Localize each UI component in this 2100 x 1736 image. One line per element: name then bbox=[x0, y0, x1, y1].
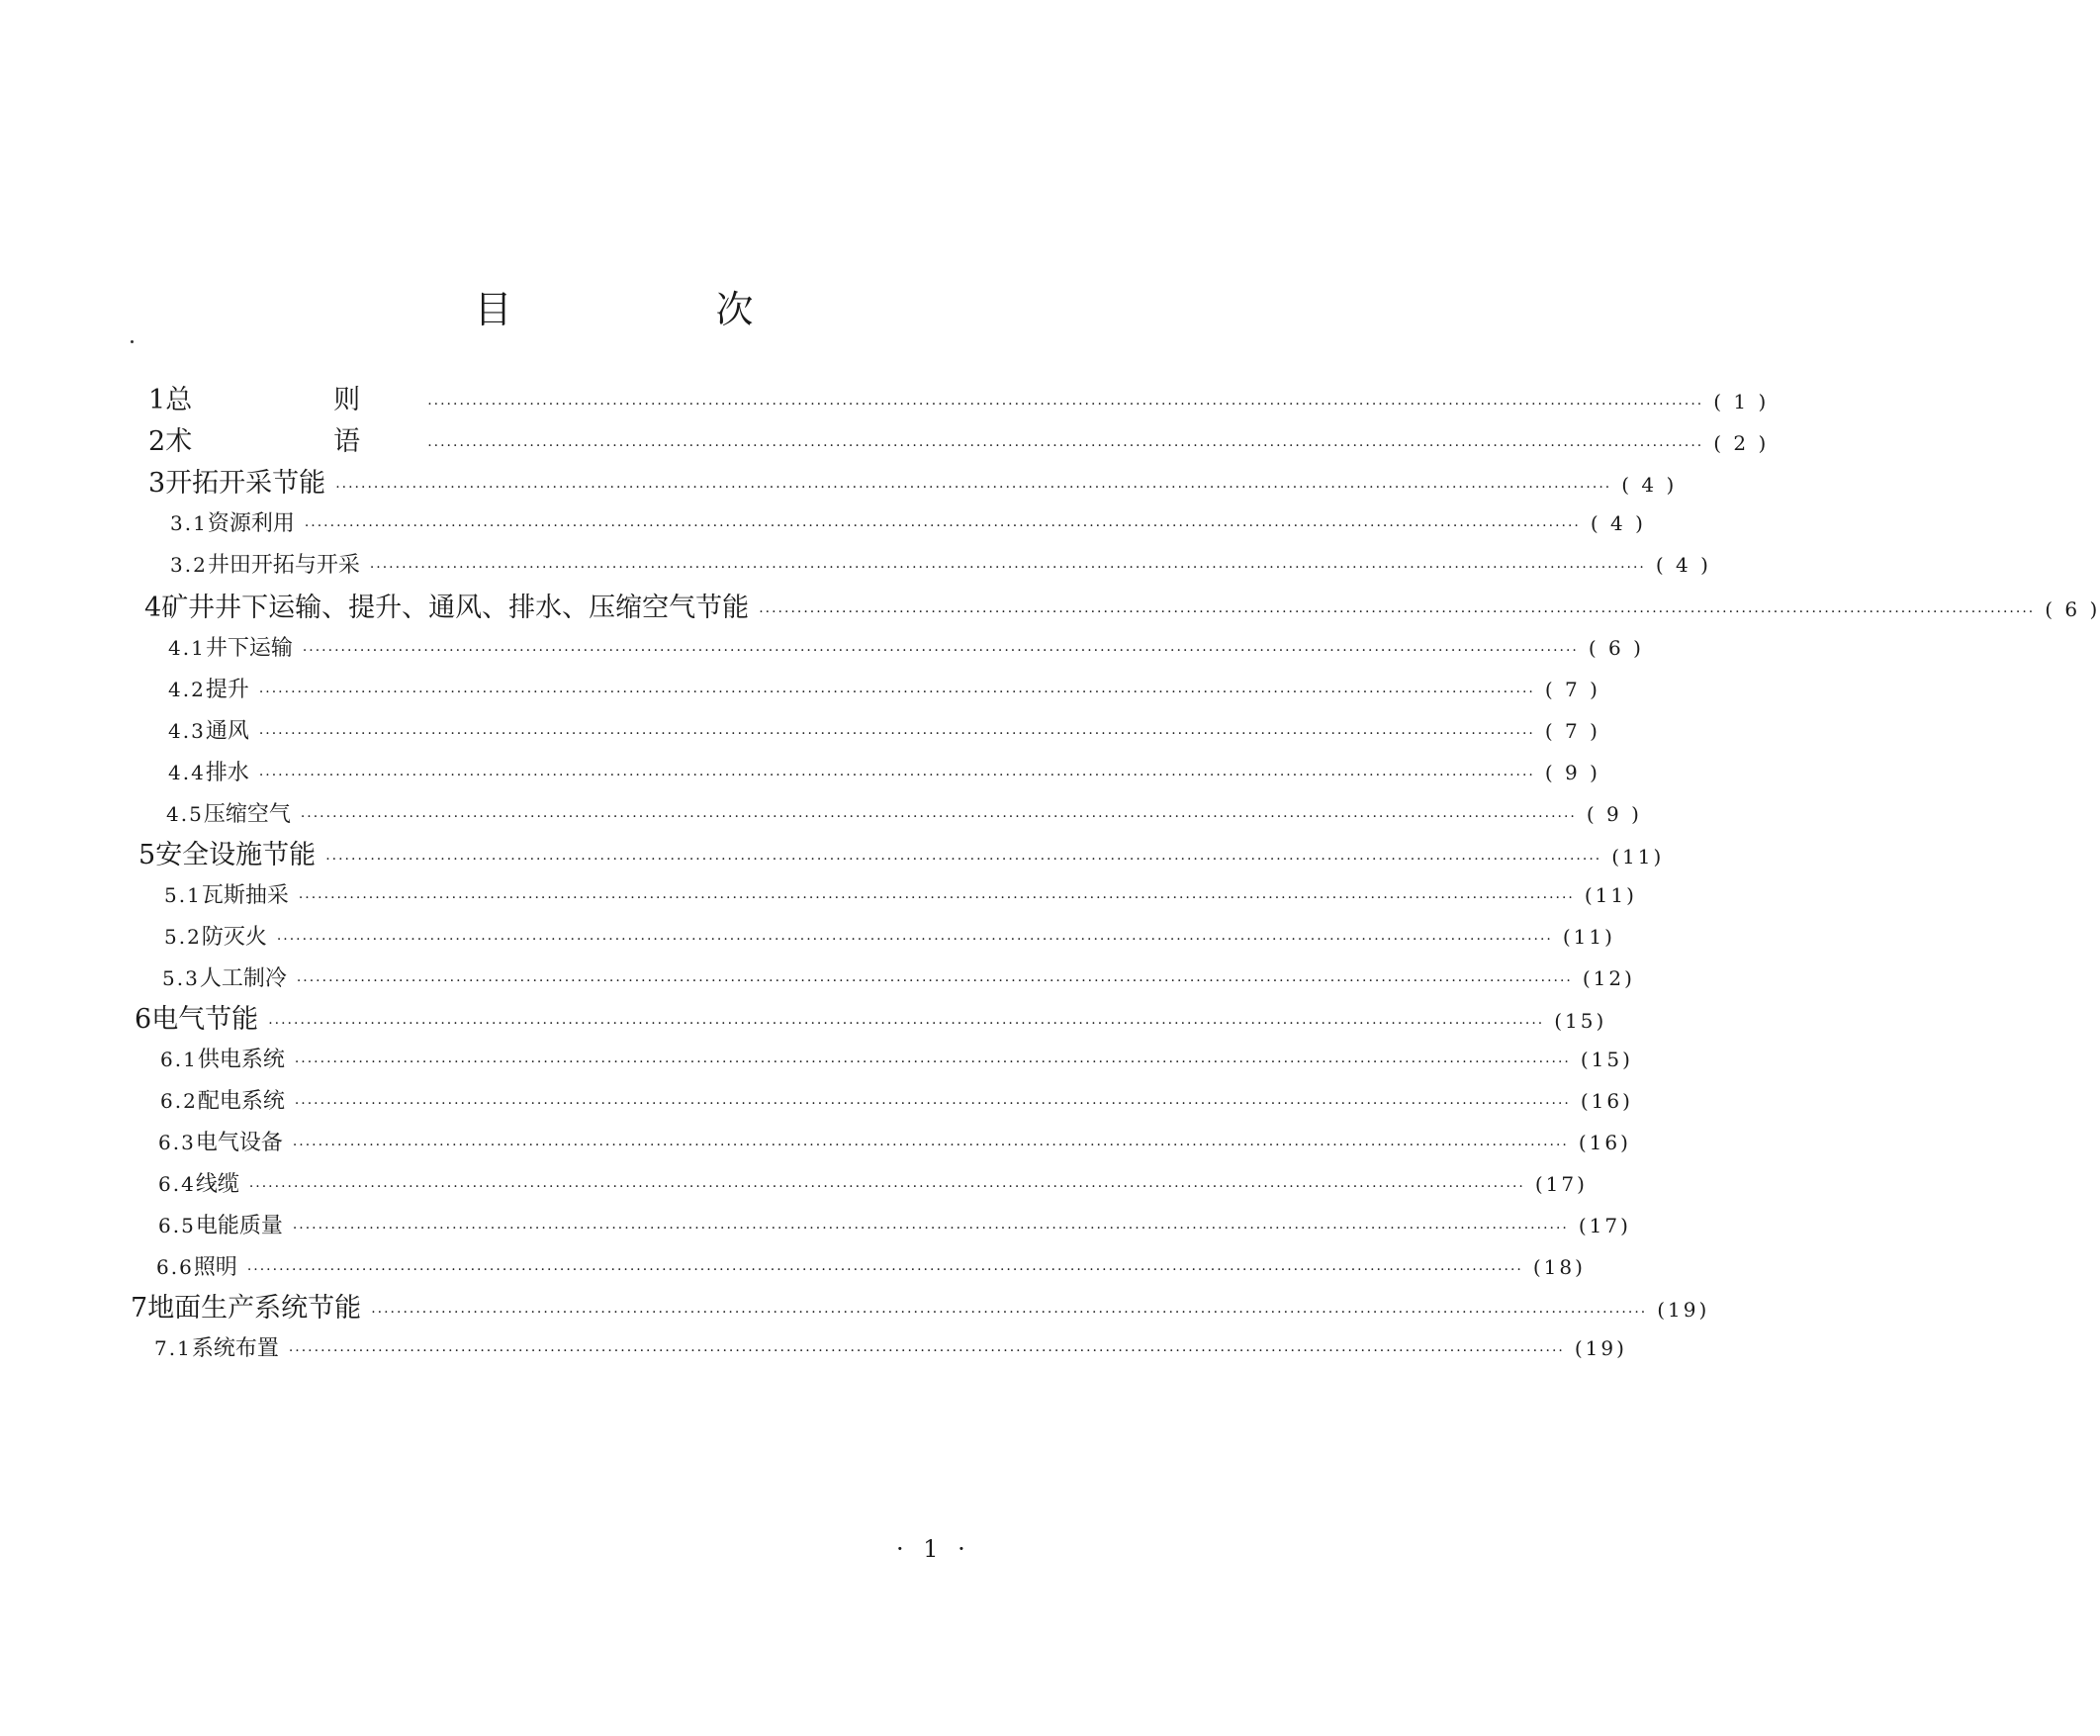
dot-leader: ········································································································································································································ bbox=[268, 1016, 1545, 1032]
toc-entry-number: 3.2 bbox=[170, 553, 208, 577]
dot-leader: ········································································································································································································ bbox=[258, 768, 1535, 783]
toc-entry[interactable] bbox=[158, 1167, 1588, 1198]
toc-entry-page: (11) bbox=[1584, 883, 1637, 907]
toc-entry[interactable] bbox=[158, 1209, 1631, 1239]
dot-leader: ········································································································································································································ bbox=[371, 1305, 1648, 1321]
toc-entry[interactable] bbox=[138, 833, 1665, 871]
toc-entry-label: 电气设备 bbox=[195, 1131, 283, 1155]
toc-entry[interactable] bbox=[164, 920, 1615, 951]
toc-entry-page: ( 6 ) bbox=[1588, 636, 1644, 660]
page-title: 目 次 bbox=[474, 288, 837, 331]
toc-entry-page: (15) bbox=[1554, 1009, 1607, 1033]
toc-entry-number: 4 bbox=[144, 593, 162, 623]
dot-leader: ········································································································································································································ bbox=[427, 397, 1704, 412]
toc-entry-page: (19) bbox=[1574, 1336, 1627, 1360]
toc-entry[interactable] bbox=[154, 1331, 1627, 1362]
toc-entry-number: 6.4 bbox=[158, 1172, 196, 1196]
toc-entry-number: 5 bbox=[138, 840, 156, 870]
toc-entry-label: 压缩空气 bbox=[203, 802, 291, 827]
toc-entry-number: 5.1 bbox=[164, 883, 202, 907]
dot-leader: ········································································································································································································ bbox=[294, 1054, 1571, 1070]
dot-leader: ········································································································································································································ bbox=[304, 518, 1581, 534]
toc-entry-label: 线缆 bbox=[195, 1172, 239, 1197]
dot-leader: ········································································································································································································ bbox=[325, 852, 1602, 868]
toc-entry-number: 4.4 bbox=[168, 761, 206, 784]
toc-entry[interactable] bbox=[160, 1084, 1633, 1115]
toc-entry-label: 开拓开采节能 bbox=[165, 468, 326, 499]
toc-entry-number: 1 bbox=[148, 385, 166, 415]
toc-entry-page: ( 4 ) bbox=[1590, 511, 1646, 535]
toc-entry-label: 人工制冷 bbox=[199, 966, 287, 991]
toc-entry-number: 6.6 bbox=[156, 1255, 194, 1279]
dot-leader: ········································································································································································································ bbox=[369, 560, 1646, 576]
toc-entry-label: 供电系统 bbox=[197, 1048, 285, 1072]
toc-entry-page: ( 7 ) bbox=[1544, 719, 1600, 743]
dot-leader: ········································································································································································································ bbox=[276, 932, 1553, 948]
toc-entry[interactable] bbox=[156, 1250, 1586, 1281]
dot-leader: ········································································································································································································ bbox=[294, 1096, 1571, 1112]
toc-entry-number: 5.2 bbox=[164, 925, 202, 949]
toc-entry[interactable] bbox=[168, 714, 1600, 745]
toc-entry[interactable] bbox=[170, 506, 1646, 537]
toc-entry-number: 4.5 bbox=[166, 802, 204, 826]
toc-entry-page: ( 9 ) bbox=[1544, 761, 1600, 784]
dot-leader: ········································································································································································································ bbox=[288, 1343, 1565, 1359]
toc-entry[interactable] bbox=[131, 1286, 1710, 1325]
toc-entry-label: 总 则 bbox=[165, 385, 418, 415]
dot-leader: ········································································································································································································ bbox=[292, 1138, 1569, 1153]
toc-entry-label: 井田开拓与开采 bbox=[207, 553, 360, 578]
toc-entry-page: (19) bbox=[1657, 1298, 1710, 1322]
dot-leader: ········································································································································································································ bbox=[335, 480, 1612, 496]
toc-entry-page: (18) bbox=[1532, 1255, 1586, 1279]
toc-entry-page: (17) bbox=[1534, 1172, 1588, 1196]
toc-entry-number: 5.3 bbox=[162, 966, 200, 990]
toc-entry-label: 配电系统 bbox=[197, 1089, 285, 1114]
toc-entry-label: 术 语 bbox=[165, 426, 418, 457]
toc-entry-number: 7.1 bbox=[154, 1336, 192, 1360]
dot-leader: ········································································································································································································ bbox=[298, 890, 1575, 906]
toc-entry-page: (15) bbox=[1580, 1048, 1633, 1071]
toc-entry-number: 7 bbox=[131, 1293, 148, 1324]
toc-entry-number: 6.2 bbox=[160, 1089, 198, 1113]
toc-entry[interactable] bbox=[168, 673, 1600, 703]
toc-entry-number: 3 bbox=[148, 468, 166, 499]
dot-leader: ········································································································································································································ bbox=[246, 1262, 1523, 1278]
toc-entry[interactable] bbox=[148, 378, 1770, 416]
toc-entry-label: 矿井井下运输、提升、通风、排水、压缩空气节能 bbox=[161, 593, 750, 623]
scan-speck bbox=[131, 340, 134, 343]
toc-entry-label: 提升 bbox=[205, 678, 249, 702]
dot-leader: ········································································································································································································ bbox=[302, 643, 1579, 659]
toc-entry-page: (16) bbox=[1580, 1089, 1633, 1113]
toc-entry-page: ( 4 ) bbox=[1621, 473, 1678, 497]
toc-entry[interactable] bbox=[158, 1126, 1631, 1156]
toc-entry-label: 井下运输 bbox=[205, 636, 293, 661]
toc-entry-label: 系统布置 bbox=[191, 1336, 279, 1361]
toc-entry-label: 照明 bbox=[193, 1255, 237, 1280]
toc-entry-number: 6 bbox=[135, 1004, 152, 1035]
dot-leader: ········································································································································································································ bbox=[427, 438, 1704, 454]
toc-entry[interactable] bbox=[168, 756, 1600, 786]
dot-leader: ········································································································································································································ bbox=[759, 604, 2036, 620]
toc-entry[interactable] bbox=[170, 548, 1711, 579]
toc-entry-label: 安全设施节能 bbox=[155, 840, 317, 870]
toc-entry-number: 4.2 bbox=[168, 678, 206, 701]
toc-entry[interactable] bbox=[162, 961, 1635, 992]
toc-entry-page: (12) bbox=[1582, 966, 1635, 990]
dot-leader: ········································································································································································································ bbox=[248, 1179, 1525, 1195]
toc-entry-page: (17) bbox=[1578, 1214, 1631, 1237]
toc-entry-label: 电能质量 bbox=[195, 1214, 283, 1238]
toc-entry[interactable] bbox=[160, 1043, 1633, 1073]
toc-entry-label: 防灭火 bbox=[201, 925, 267, 950]
toc-entry-page: ( 4 ) bbox=[1655, 553, 1711, 577]
toc-entry-number: 3.1 bbox=[170, 511, 208, 535]
dot-leader: ········································································································································································································ bbox=[258, 726, 1535, 742]
toc-entry-number: 4.3 bbox=[168, 719, 206, 743]
toc-entry-page: (16) bbox=[1578, 1131, 1631, 1154]
toc-entry[interactable] bbox=[144, 586, 2100, 624]
toc-entry-label: 电气节能 bbox=[151, 1004, 259, 1035]
toc-entry-label: 资源利用 bbox=[207, 511, 295, 536]
toc-entry-number: 6.5 bbox=[158, 1214, 196, 1237]
toc-entry[interactable] bbox=[168, 631, 1644, 662]
toc-entry-page: ( 6 ) bbox=[2045, 597, 2100, 621]
toc-entry-page: ( 1 ) bbox=[1713, 390, 1770, 413]
toc-entry-label: 排水 bbox=[205, 761, 249, 785]
page-number-footer: · 1 · bbox=[896, 1535, 971, 1563]
toc-entry-number: 2 bbox=[148, 426, 166, 457]
toc-entry[interactable] bbox=[166, 797, 1642, 828]
toc-entry-label: 地面生产系统节能 bbox=[147, 1293, 362, 1324]
toc-entry-number: 6.1 bbox=[160, 1048, 198, 1071]
toc-entry[interactable] bbox=[164, 878, 1637, 909]
toc-entry[interactable] bbox=[148, 461, 1678, 500]
dot-leader: ········································································································································································································ bbox=[292, 1221, 1569, 1236]
toc-entry-page: ( 2 ) bbox=[1713, 431, 1770, 455]
toc-entry-label: 瓦斯抽采 bbox=[201, 883, 289, 908]
toc-entry-label: 通风 bbox=[205, 719, 249, 744]
toc-entry[interactable] bbox=[148, 419, 1770, 458]
toc-entry-page: (11) bbox=[1562, 925, 1615, 949]
toc-entry-number: 6.3 bbox=[158, 1131, 196, 1154]
dot-leader: ········································································································································································································ bbox=[300, 809, 1577, 825]
toc-entry-page: ( 9 ) bbox=[1586, 802, 1642, 826]
toc-entry-page: (11) bbox=[1611, 845, 1665, 868]
dot-leader: ········································································································································································································ bbox=[296, 973, 1573, 989]
dot-leader: ········································································································································································································ bbox=[258, 685, 1535, 700]
toc-entry-page: ( 7 ) bbox=[1544, 678, 1600, 701]
toc-entry[interactable] bbox=[135, 997, 1607, 1036]
toc-entry-number: 4.1 bbox=[168, 636, 206, 660]
